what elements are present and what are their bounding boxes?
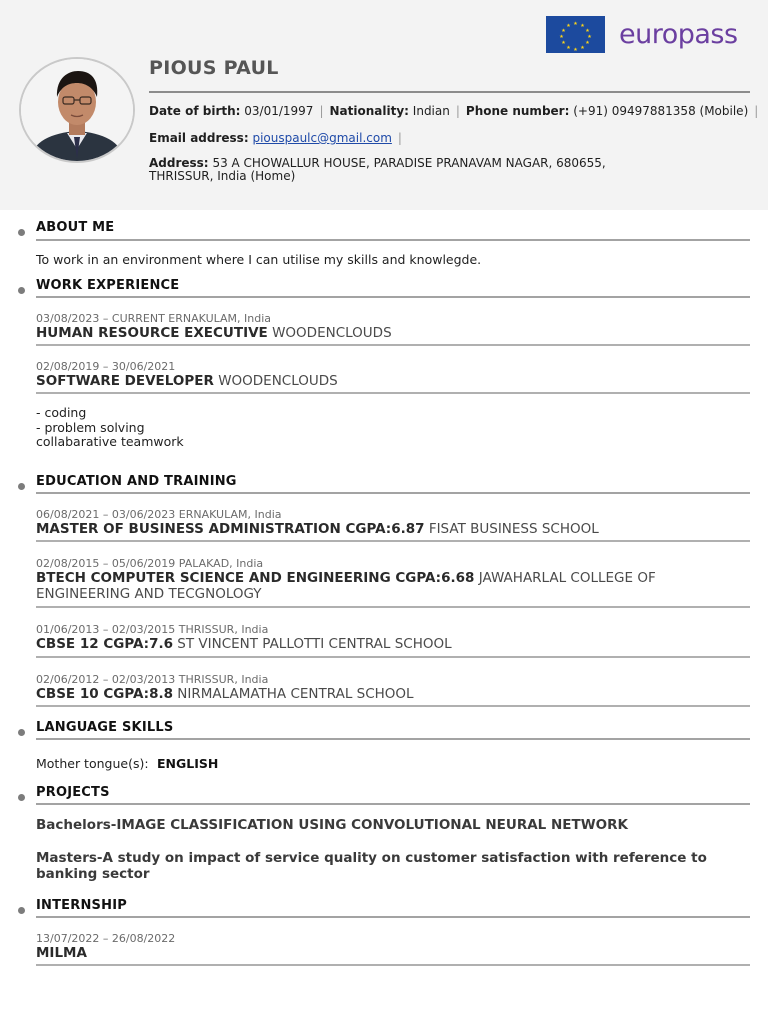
education-entry-title bbox=[36, 570, 748, 602]
section-divider bbox=[36, 296, 750, 298]
separator: | bbox=[455, 104, 460, 118]
eu-flag-icon: ★ ★ ★ ★ ★ ★ ★ ★ ★ ★ ★ ★ bbox=[546, 16, 605, 53]
internship-section-title: INTERNSHIP bbox=[36, 898, 127, 913]
address-line-2: THRISSUR, India (Home) bbox=[149, 169, 296, 183]
work-entry-meta: 03/08/2023 – CURRENT ERNAKULAM, India bbox=[36, 312, 272, 325]
address-line-1: 53 A CHOWALLUR HOUSE, PARADISE PRANAVAM NAGAR, 680655, bbox=[212, 156, 606, 170]
dob-label: Date of birth: bbox=[149, 104, 241, 118]
project-item: Masters-A study on impact of service quality on customer satisfaction with reference to banking sector bbox=[36, 850, 707, 882]
email-label: Email address: bbox=[149, 131, 249, 145]
work-section-title: WORK EXPERIENCE bbox=[36, 278, 180, 293]
work-detail-item: - problem solving bbox=[36, 419, 145, 435]
education-org: NIRMALAMATHA CENTRAL SCHOOL bbox=[177, 686, 414, 702]
section-bullet bbox=[18, 729, 25, 736]
entry-divider bbox=[36, 964, 750, 966]
email-link[interactable]: piouspaulc@gmail.com bbox=[252, 131, 392, 145]
section-divider bbox=[36, 239, 750, 241]
phone-label: Phone number: bbox=[465, 104, 570, 118]
work-details bbox=[36, 406, 184, 450]
about-section-title: ABOUT ME bbox=[36, 220, 115, 235]
phone-value: (+91) 09497881358 (Mobile) bbox=[573, 104, 749, 118]
entry-divider bbox=[36, 705, 750, 707]
education-org: JAWAHARLAL COLLEGE OF ENGINEERING AND TECGNOLOGY bbox=[36, 570, 656, 602]
internship-org: MILMA bbox=[36, 945, 87, 961]
section-divider bbox=[36, 738, 750, 740]
education-degree: BTECH COMPUTER SCIENCE AND ENGINEERING CGPA:6.68 bbox=[36, 570, 475, 586]
entry-divider bbox=[36, 392, 750, 394]
separator: | bbox=[397, 131, 402, 145]
personal-info-line bbox=[149, 104, 764, 118]
name-divider bbox=[149, 91, 750, 93]
address-label: Address: bbox=[149, 156, 209, 170]
section-bullet bbox=[18, 907, 25, 914]
work-detail-item: - coding bbox=[36, 405, 87, 420]
work-entry-meta: 02/08/2019 – 30/06/2021 bbox=[36, 360, 176, 373]
education-section-title: EDUCATION AND TRAINING bbox=[36, 474, 237, 489]
work-role: HUMAN RESOURCE EXECUTIVE bbox=[36, 325, 268, 341]
entry-divider bbox=[36, 606, 750, 608]
education-org: ST VINCENT PALLOTTI CENTRAL SCHOOL bbox=[177, 636, 452, 652]
dob-value: 03/01/1997 bbox=[244, 104, 314, 118]
education-entry-title bbox=[36, 636, 748, 652]
email-line bbox=[149, 131, 408, 145]
work-entry-title bbox=[36, 325, 748, 341]
internship-meta: 13/07/2022 – 26/08/2022 bbox=[36, 932, 176, 945]
entry-divider bbox=[36, 656, 750, 658]
education-entry-title bbox=[36, 521, 748, 537]
education-entry-meta: 02/06/2012 – 02/03/2013 THRISSUR, India bbox=[36, 673, 269, 686]
project-item: Bachelors-IMAGE CLASSIFICATION USING CONVOLUTIONAL NEURAL NETWORK bbox=[36, 817, 628, 833]
work-role: SOFTWARE DEVELOPER bbox=[36, 373, 214, 389]
section-divider bbox=[36, 492, 750, 494]
education-degree: MASTER OF BUSINESS ADMINISTRATION CGPA:6.87 bbox=[36, 521, 425, 537]
internship-title bbox=[36, 945, 748, 961]
education-degree: CBSE 10 CGPA:8.8 bbox=[36, 686, 173, 702]
work-org: WOODENCLOUDS bbox=[218, 373, 338, 389]
mother-tongue-value: ENGLISH bbox=[157, 756, 219, 771]
mother-tongue-label: Mother tongue(s): bbox=[36, 756, 149, 771]
entry-divider bbox=[36, 540, 750, 542]
europass-logo[interactable] bbox=[546, 16, 738, 53]
work-detail-item: collabarative teamwork bbox=[36, 434, 184, 449]
section-bullet bbox=[18, 229, 25, 236]
section-divider bbox=[36, 916, 750, 918]
section-bullet bbox=[18, 794, 25, 801]
about-text: To work in an environment where I can utilise my skills and knowlegde. bbox=[36, 252, 482, 267]
work-org: WOODENCLOUDS bbox=[272, 325, 392, 341]
education-entry-title bbox=[36, 686, 748, 702]
education-org: FISAT BUSINESS SCHOOL bbox=[428, 521, 599, 537]
nationality-label: Nationality: bbox=[329, 104, 409, 118]
education-entry-meta: 02/08/2015 – 05/06/2019 PALAKAD, India bbox=[36, 557, 264, 570]
separator: | bbox=[319, 104, 324, 118]
education-entry-meta: 06/08/2021 – 03/06/2023 ERNAKULAM, India bbox=[36, 508, 282, 521]
address-block bbox=[149, 157, 749, 183]
full-name: PIOUS PAUL bbox=[149, 57, 279, 79]
work-entry-title bbox=[36, 373, 748, 389]
europass-wordmark: europass bbox=[619, 19, 738, 50]
language-section-title: LANGUAGE SKILLS bbox=[36, 720, 174, 735]
education-degree: CBSE 12 CGPA:7.6 bbox=[36, 636, 173, 652]
nationality-value: Indian bbox=[412, 104, 450, 118]
separator: | bbox=[754, 104, 759, 118]
education-entry-meta: 01/06/2013 – 02/03/2015 THRISSUR, India bbox=[36, 623, 269, 636]
cv-header bbox=[0, 0, 768, 210]
section-bullet bbox=[18, 287, 25, 294]
projects-section-title: PROJECTS bbox=[36, 785, 110, 800]
section-divider bbox=[36, 803, 750, 805]
entry-divider bbox=[36, 344, 750, 346]
profile-photo bbox=[19, 57, 135, 163]
section-bullet bbox=[18, 483, 25, 490]
